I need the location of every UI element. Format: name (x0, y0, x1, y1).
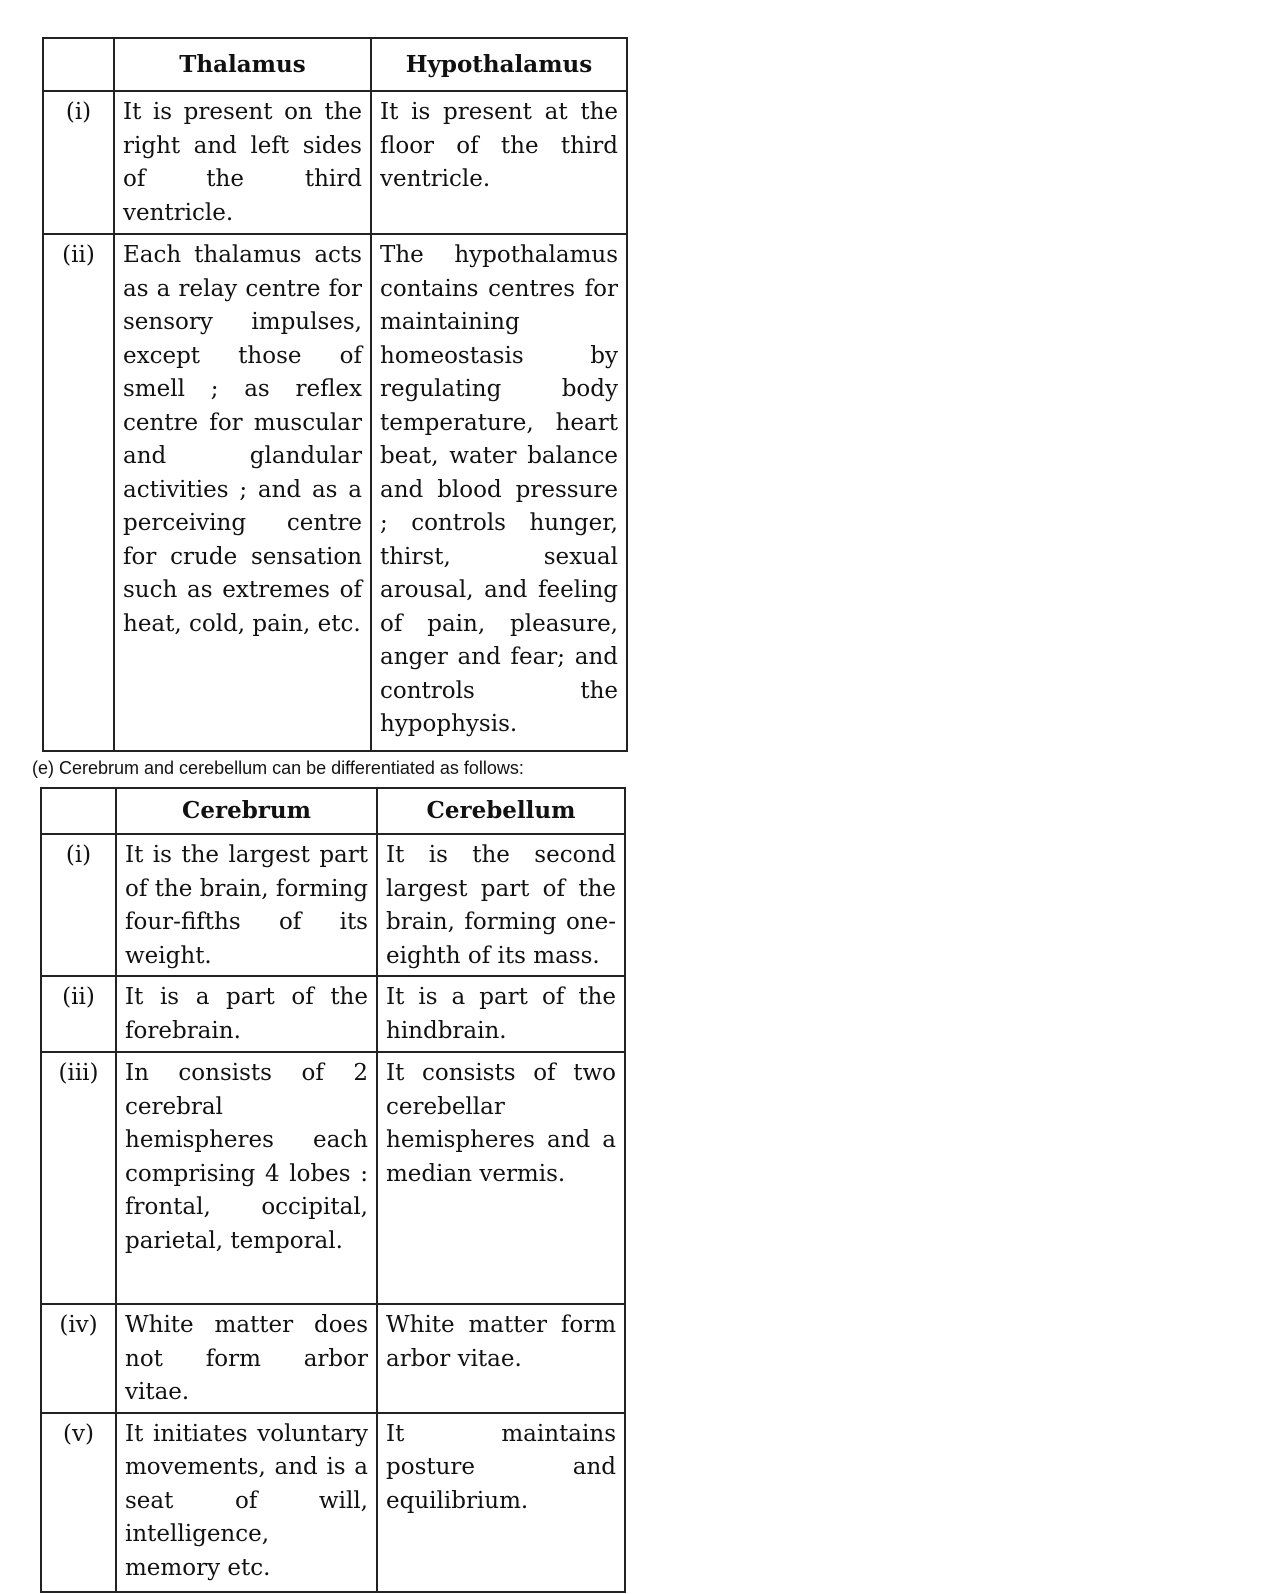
cerebrum-cerebellum-table (40, 787, 626, 1593)
cerebrum-cell: It initiates voluntary movements, and is a seat of will, intelligence, memory etc. (116, 1413, 377, 1592)
table-row (41, 1413, 625, 1592)
hypothalamus-cell: It is present at the floor of the third ventricle. (371, 91, 627, 234)
hypothalamus-cell: The hypothalamus contains centres for maintaining homeostasis by regulating body temperature, heart beat, water balance and blood pressure ; controls hunger, thirst, sexual arousal, and feeling of pain, pleasure, anger and fear; and controls the hypophysis. (371, 234, 627, 751)
row-number: (iii) (41, 1052, 116, 1304)
header-cerebellum: Cerebellum (377, 788, 625, 834)
cerebrum-cell: It is a part of the forebrain. (116, 976, 377, 1052)
table-row (43, 91, 627, 234)
cerebellum-cell: It is the second largest part of the brain, forming one-eighth of its mass. (377, 834, 625, 976)
row-number: (v) (41, 1413, 116, 1592)
row-number: (i) (43, 91, 114, 234)
table-row (43, 234, 627, 751)
header-cerebrum: Cerebrum (116, 788, 377, 834)
thalamus-hypothalamus-table (42, 37, 628, 752)
header-blank (43, 38, 114, 91)
section-caption: (e) Cerebrum and cerebellum can be differentiated as follows: (32, 758, 524, 778)
cerebellum-cell: It is a part of the hindbrain. (377, 976, 625, 1052)
thalamus-cell: It is present on the right and left sides of the third ventricle. (114, 91, 371, 234)
header-thalamus: Thalamus (114, 38, 371, 91)
header-blank (41, 788, 116, 834)
row-number: (i) (41, 834, 116, 976)
row-number: (ii) (41, 976, 116, 1052)
table-row (41, 834, 625, 976)
cerebellum-cell: It maintains posture and equilibrium. (377, 1413, 625, 1592)
header-hypothalamus: Hypothalamus (371, 38, 627, 91)
row-number: (iv) (41, 1304, 116, 1413)
table-row (41, 1052, 625, 1304)
row-number: (ii) (43, 234, 114, 751)
table-row (41, 1304, 625, 1413)
cerebrum-cell: White matter does not form arbor vitae. (116, 1304, 377, 1413)
table-header-row (43, 38, 627, 91)
table-header-row (41, 788, 625, 834)
cerebellum-cell: White matter form arbor vitae. (377, 1304, 625, 1413)
cerebrum-cell: In consists of 2 cerebral hemispheres each comprising 4 lobes : frontal, occipital, parietal, temporal. (116, 1052, 377, 1304)
cerebellum-cell: It consists of two cerebellar hemispheres and a median vermis. (377, 1052, 625, 1304)
table-row (41, 976, 625, 1052)
cerebrum-cell: It is the largest part of the brain, forming four-fifths of its weight. (116, 834, 377, 976)
thalamus-cell: Each thalamus acts as a relay centre for sensory impulses, except those of smell ; as reflex centre for muscular and glandular activities ; and as a perceiving centre for crude sensation such as extremes of heat, cold, pain, etc. (114, 234, 371, 751)
